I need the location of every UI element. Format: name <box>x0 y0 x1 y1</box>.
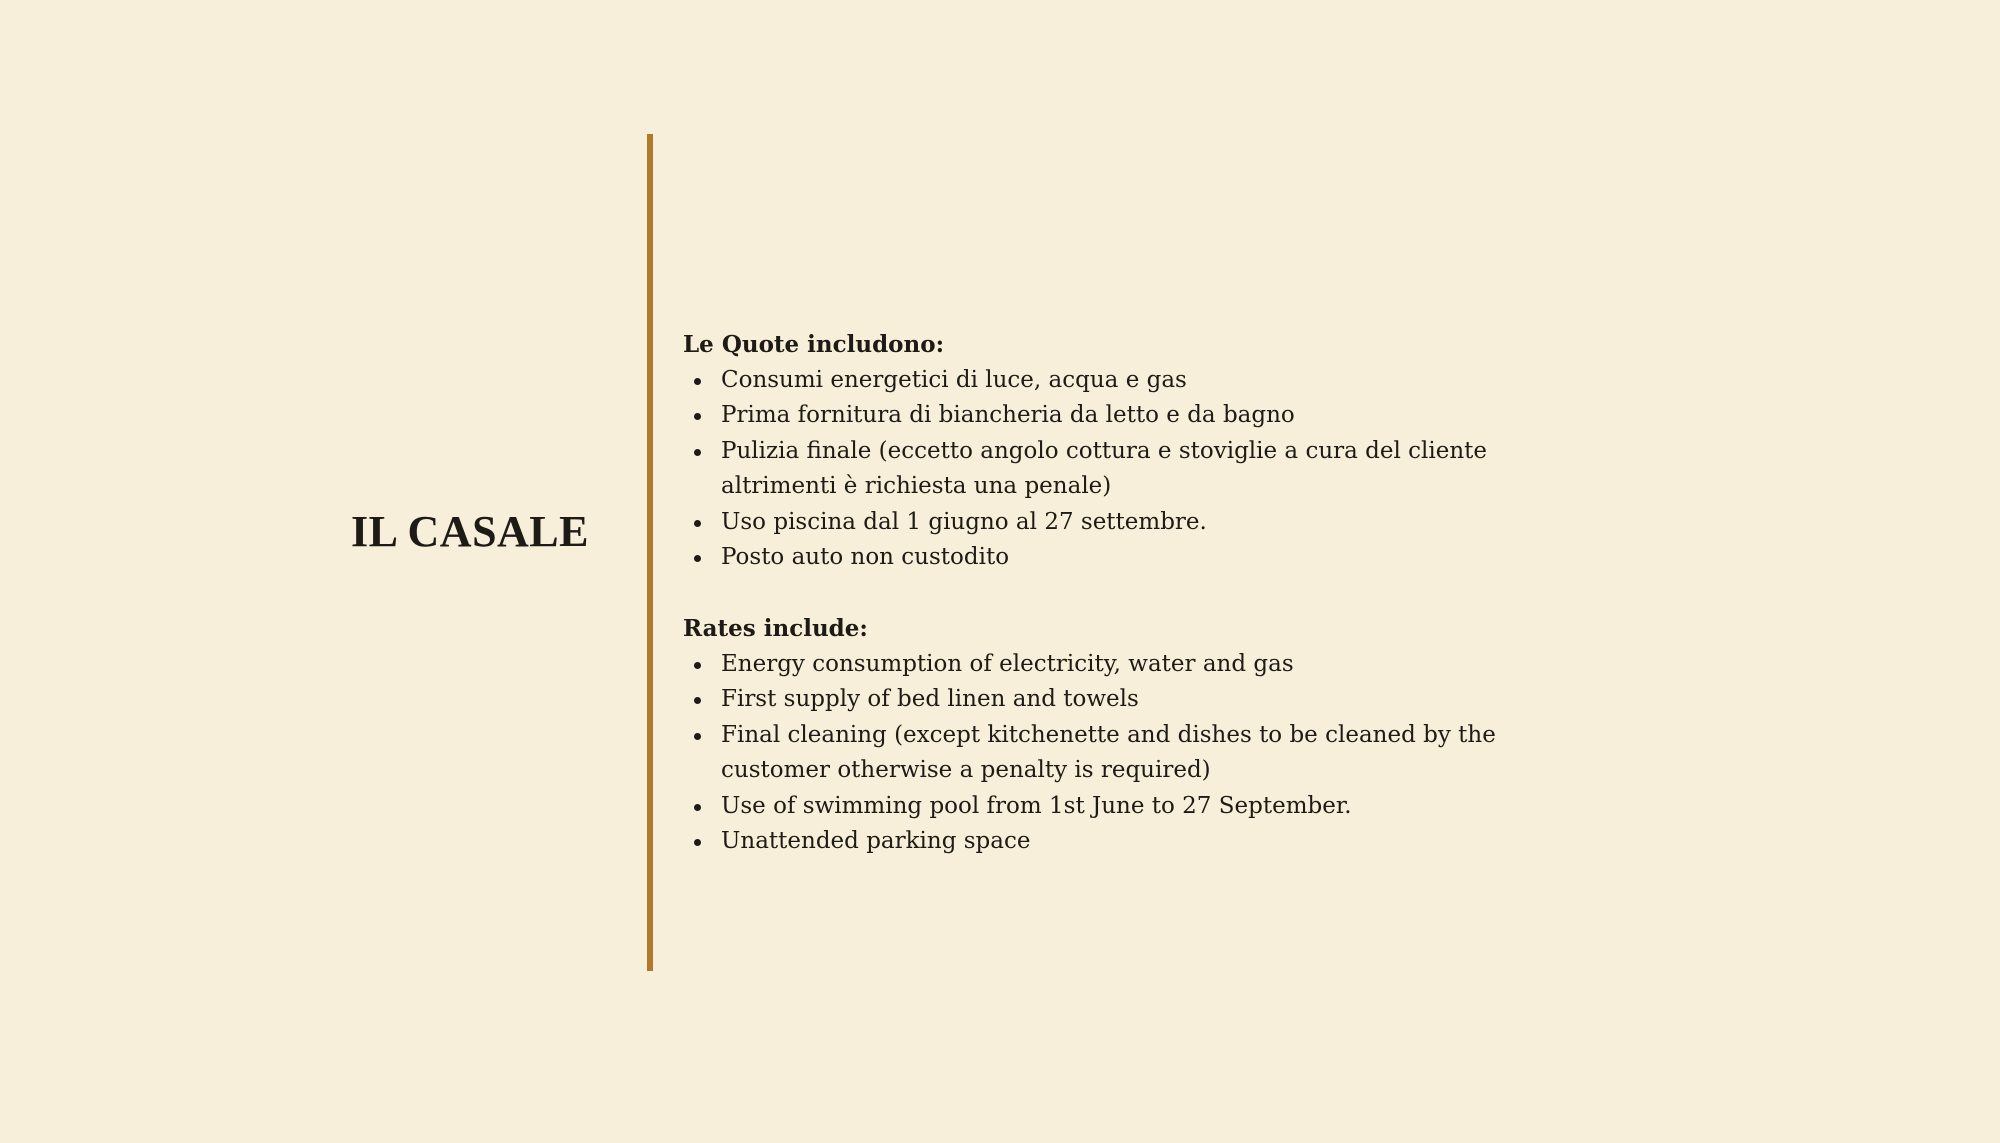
list-item-text: Consumi energetici di luce, acqua e gas <box>721 366 1187 393</box>
bullet-icon <box>694 733 701 740</box>
list-item <box>683 540 1563 576</box>
vertical-divider <box>647 134 653 971</box>
rates-content <box>683 327 1563 860</box>
bullet-icon <box>694 449 701 456</box>
page-title: IL CASALE <box>350 507 590 556</box>
bullet-icon <box>694 520 701 527</box>
list-item-text: Unattended parking space <box>721 828 1031 854</box>
section-spacer <box>683 576 1563 612</box>
list-item <box>683 398 1563 434</box>
list-item <box>683 718 1563 789</box>
list-item-text: Final cleaning (except kitchenette and dishes to be cleaned by the customer otherwise a penalty is required) <box>721 721 1496 783</box>
list-item-text: First supply of bed linen and towels <box>721 686 1139 712</box>
list-item <box>683 505 1563 541</box>
english-heading: Rates include: <box>683 615 868 642</box>
list-item <box>683 434 1563 505</box>
english-list <box>683 647 1563 860</box>
bullet-icon <box>694 662 701 669</box>
list-item-text: Uso piscina dal 1 giugno al 27 settembre. <box>721 508 1207 535</box>
bullet-icon <box>694 697 701 704</box>
list-item <box>683 647 1563 683</box>
list-item <box>683 363 1563 399</box>
bullet-icon <box>694 839 701 846</box>
bullet-icon <box>694 555 701 562</box>
list-item <box>683 789 1563 825</box>
italian-heading: Le Quote includono: <box>683 331 945 358</box>
bullet-icon <box>694 378 701 385</box>
list-item-text: Prima fornitura di biancheria da letto e da bagno <box>721 402 1295 428</box>
list-item-text: Use of swimming pool from 1st June to 27 September. <box>721 792 1352 819</box>
list-item-text: Energy consumption of electricity, water and gas <box>721 650 1294 677</box>
list-item-text: Posto auto non custodito <box>721 544 1010 570</box>
list-item-text: Pulizia finale (eccetto angolo cottura e stoviglie a cura del cliente altrimenti è richiesta una penale) <box>721 437 1488 499</box>
list-item <box>683 824 1563 860</box>
bullet-icon <box>694 413 701 420</box>
italian-list <box>683 363 1563 576</box>
bullet-icon <box>694 804 701 811</box>
list-item <box>683 682 1563 718</box>
